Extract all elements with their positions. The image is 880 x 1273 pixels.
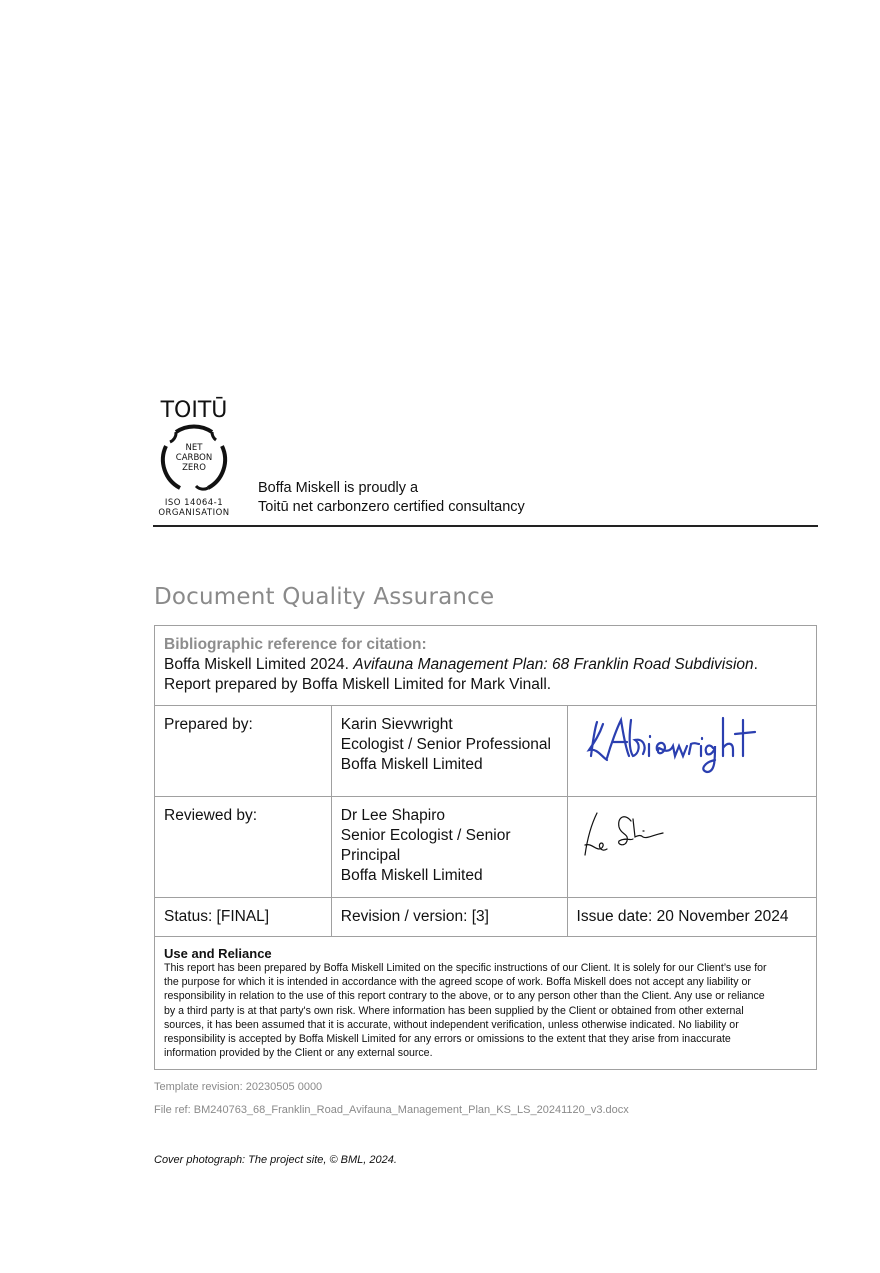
- preparer-signature: [577, 710, 777, 782]
- citation-heading: Bibliographic reference for citation:: [164, 636, 427, 653]
- quality-assurance-table: [154, 625, 817, 1070]
- status-value: Status: [FINAL]: [155, 898, 332, 937]
- preparer-org: Boffa Miskell Limited: [340, 756, 483, 773]
- citation-line-2: Report prepared by Boffa Miskell Limited for Mark Vinall.: [164, 676, 552, 693]
- reviewed-details: [331, 797, 567, 898]
- page-title: Document Quality Assurance: [154, 584, 495, 610]
- reviewer-role-2: Principal: [340, 847, 401, 864]
- revision-value: Revision / version: [3]: [331, 898, 567, 937]
- issue-date-value: Issue date: 20 November 2024: [567, 898, 816, 937]
- prepared-label: Prepared by:: [155, 706, 332, 797]
- certification-statement: [258, 479, 525, 517]
- reviewer-org: Boffa Miskell Limited: [340, 867, 483, 884]
- cover-photo-credit: Cover photograph: The project site, © BML, 2024.: [154, 1154, 397, 1166]
- use-reliance-row: [155, 937, 817, 1070]
- prepared-row: [155, 706, 817, 797]
- certification-line-1: Boffa Miskell is proudly a: [258, 480, 419, 496]
- logo-circle-text: NET CARBON ZERO: [175, 443, 213, 473]
- preparer-signature-cell: [567, 706, 816, 797]
- reviewed-row: [155, 797, 817, 898]
- logo-iso-text: ISO 14064-1 ORGANISATION: [158, 498, 230, 518]
- reviewer-role-1: Senior Ecologist / Senior: [340, 827, 511, 844]
- reviewed-label: Reviewed by:: [155, 797, 332, 898]
- logo-wordmark: TOITŪ: [160, 398, 228, 423]
- use-reliance-cell: [155, 937, 817, 1070]
- status-row: [155, 898, 817, 937]
- file-reference: File ref: BM240763_68_Franklin_Road_Avifauna_Management_Plan_KS_LS_20241120_v3.docx: [154, 1104, 629, 1116]
- certification-line-2: Toitū net carbonzero certified consultancy: [258, 499, 525, 515]
- use-reliance-heading: Use and Reliance: [164, 946, 272, 961]
- prepared-details: [331, 706, 567, 797]
- toitu-logo: [152, 398, 236, 522]
- preparer-name: Karin Sievwright: [340, 716, 453, 733]
- citation-row: [155, 626, 817, 706]
- preparer-role: Ecologist / Senior Professional: [340, 736, 551, 753]
- divider: [153, 525, 818, 527]
- citation-text: Boffa Miskell Limited 2024. Avifauna Management Plan: 68 Franklin Road Subdivision.: [164, 656, 758, 673]
- citation-cell: [155, 626, 817, 706]
- reviewer-name: Dr Lee Shapiro: [340, 807, 446, 824]
- reviewer-signature-cell: [567, 797, 816, 898]
- template-revision: Template revision: 20230505 0000: [154, 1081, 323, 1093]
- use-reliance-body: This report has been prepared by Boffa Miskell Limited on the specific instructions of our Client. It is solely for our Client’s use for the purpose for which it is intended in accordance with the agreed scope of work. Boffa Miskell does not accept any liability or responsibility in relation to the use of this report contrary to the above, or to any person other than the Client. Any use or reliance by a third party is at that party's own risk. Where information has been supplied by the Client or obtained from other external sources, it has been assumed that it is accurate, without independent verification, unless otherwise indicated. No liability or responsibility is accepted by Boffa Miskell Limited for any errors or omissions to the extent that they arise from inaccurate information provided by the Client or any external source.: [164, 962, 767, 1060]
- reviewer-signature: [577, 801, 697, 861]
